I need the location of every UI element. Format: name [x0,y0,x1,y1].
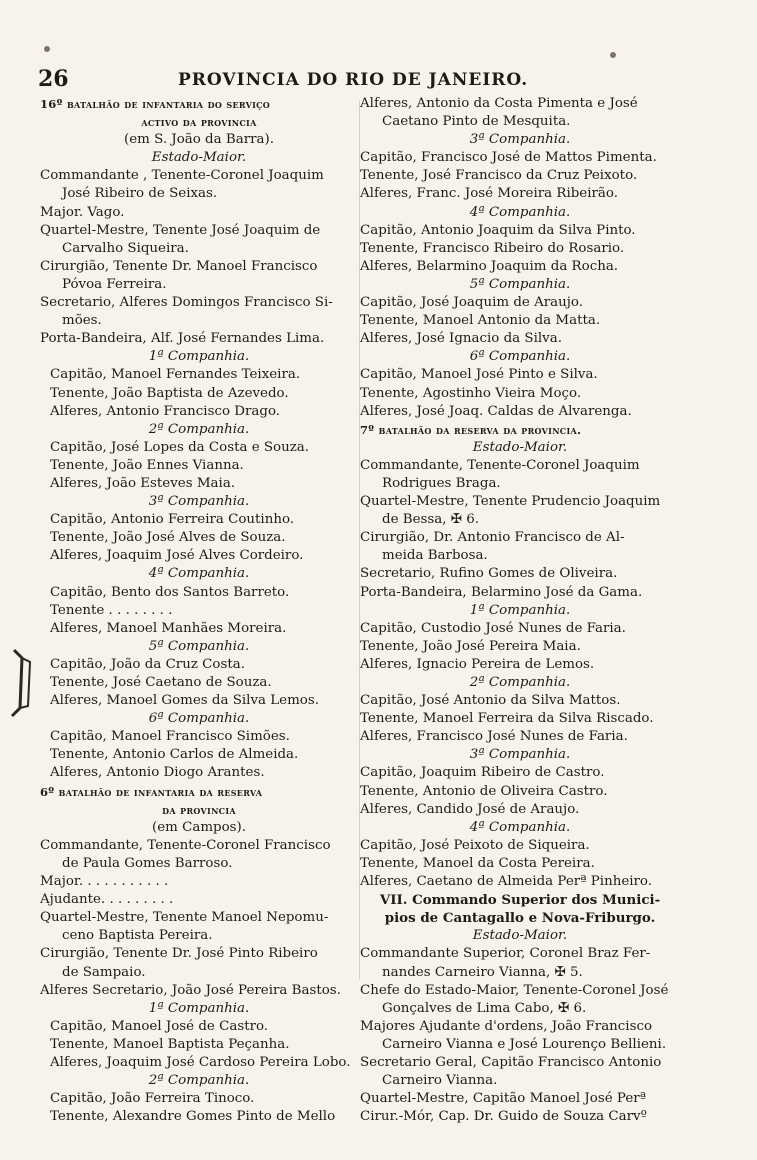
text-line: Chefe do Estado-Maior, Tenente-Coronel José [360,982,669,998]
text-line: Capitão, Bento dos Santos Barreto. [50,584,290,600]
text-line: Cirur.-Mór, Cap. Dr. Guido de Souza Carvº [360,1109,647,1125]
text-line: Alferes, Joaquim José Alves Cordeiro. [50,548,304,564]
text-line: Capitão, José Antonio da Silva Mattos. [360,693,621,709]
section-subheading: 1ª Companhia. [148,1000,250,1016]
text-line: (em S. João da Barra). [124,132,274,148]
text-line: Tenente, Manoel Baptista Peçanha. [50,1036,290,1052]
text-line: Tenente, Antonio Carlos de Almeida. [50,747,299,763]
text-line: Carneiro Vianna. [382,1073,498,1089]
text-line: Capitão, Antonio Joaquim da Silva Pinto. [360,222,636,238]
text-line: Capitão, José Lopes da Costa e Souza. [50,439,310,455]
section-subheading: 3ª Companhia. [148,494,250,510]
text-line: Alferes, Caetano de Almeida Perª Pinheiro. [360,874,653,890]
text-line: de Sampaio. [62,964,146,980]
text-line: Alferes, Belarmino Joaquim da Rocha. [360,258,619,274]
text-line: VII. Commando Superior dos Munici- [379,892,661,909]
text-line: nandes Carneiro Vianna, ✠ 5. [382,964,583,980]
section-subheading: 4ª Companhia. [469,819,571,835]
text-line: Rodrigues Braga. [382,475,501,491]
text-line: Capitão, Manoel José Pinto e Silva. [360,367,598,383]
text-line: Tenente . . . . . . . . [50,602,173,618]
section-subheading: 1ª Companhia. [469,602,571,618]
text-line: meida Barbosa. [382,548,488,564]
text-line: Tenente, João Baptista de Azevedo. [50,385,289,401]
text-line: Alferes, Joaquim José Cardoso Pereira Lobo. [50,1054,351,1070]
text-line: Alferes, Antonio Diogo Arantes. [50,765,265,781]
section-subheading: 6ª Companhia. [469,349,571,365]
section-heading: activo da provincia [141,115,257,130]
text-line: Capitão, Manoel Francisco Simões. [50,729,290,745]
text-line: Capitão, João da Cruz Costa. [50,656,245,672]
section-subheading: 2ª Companhia. [148,421,250,437]
text-line: Tenente, Manoel da Costa Pereira. [360,855,595,871]
text-line: Alferes, Antonio Francisco Drago. [50,403,281,419]
section-subheading: 4ª Companhia. [148,566,250,582]
section-subheading: Estado-Maior. [472,928,568,944]
text-line: Póvoa Ferreira. [62,276,167,292]
ink-speck [610,52,616,58]
text-line: Commandante, Tenente-Coronel Francisco [40,837,331,853]
text-line: Capitão, João Ferreira Tinoco. [50,1091,255,1107]
text-line: Capitão, José Peixoto de Siqueira. [360,837,590,853]
text-line: (em Campos). [151,819,246,835]
left-column [40,95,358,1126]
text-line: Secretario, Alferes Domingos Francisco Si- [40,295,333,311]
text-line: Porta-Bandeira, Alf. José Fernandes Lima. [40,331,325,347]
text-line: Alferes, Francisco José Nunes de Faria. [360,729,628,745]
text-line: Alferes, José Joaq. Caldas de Alvarenga. [360,403,632,419]
text-line: Porta-Bandeira, Belarmino José da Gama. [360,584,643,600]
text-line: Capitão, Manoel Fernandes Teixeira. [50,367,301,383]
text-line: de Bessa, ✠ 6. [382,512,480,528]
text-line: ceno Baptista Pereira. [62,928,213,944]
text-line: Tenente, Francisco Ribeiro do Rosario. [360,240,625,256]
text-line: Carvalho Siqueira. [62,240,189,256]
text-line: Alferes, Manoel Manhães Moreira. [50,620,287,636]
text-line: Quartel-Mestre, Tenente Prudencio Joaquim [360,494,661,510]
text-line: Commandante , Tenente-Coronel Joaquim [40,168,324,184]
text-line: Tenente, José Caetano de Souza. [50,675,272,690]
section-subheading: 5ª Companhia. [148,638,250,654]
text-line: Major. Vago. [40,204,125,220]
ink-speck [44,46,50,52]
text-line: de Paula Gomes Barroso. [62,855,233,871]
text-line: José Ribeiro de Seixas. [62,186,218,202]
section-subheading: 1ª Companhia. [148,349,250,365]
text-line: pios de Cantagallo e Nova-Friburgo. [384,910,656,927]
text-line: Cirurgião, Tenente Dr. José Pinto Ribeiro [40,946,318,962]
text-line: Tenente, José Francisco da Cruz Peixoto. [360,168,638,184]
section-subheading: Estado-Maior. [151,150,247,166]
section-subheading: 5ª Companhia. [469,276,571,292]
text-line: Quartel-Mestre, Tenente José Joaquim de [40,222,321,238]
text-line: Tenente, Manoel Antonio da Matta. [360,313,601,329]
text-line: Ajudante. . . . . . . . . [40,892,174,908]
text-line: Secretario, Rufino Gomes de Oliveira. [360,566,618,582]
section-heading: 7º batalhão da reserva da provincia. [360,422,582,437]
text-line: Tenente, Manoel Ferreira da Silva Riscado. [360,711,654,727]
text-line: Alferes, José Ignacio da Silva. [360,331,562,347]
section-heading: 16º batalhão de infantaria do serviço [40,97,271,111]
text-line: Capitão, José Joaquim de Araujo. [360,295,584,311]
section-subheading: Estado-Maior. [472,439,568,455]
text-line: Secretario Geral, Capitão Francisco Antonio [360,1054,662,1070]
right-column [360,95,680,1126]
text-line: Cirurgião, Dr. Antonio Francisco de Al- [360,530,625,546]
text-line: Alferes, Candido José de Araujo. [360,801,580,817]
running-title: PROVINCIA DO RIO DE JANEIRO. [178,70,529,90]
text-line: Alferes, João Esteves Maia. [50,475,236,491]
text-line: Tenente, Agostinho Vieira Moço. [360,385,582,401]
section-subheading: 3ª Companhia. [469,747,571,763]
text-line: Commandante Superior, Coronel Braz Fer- [360,946,651,962]
section-subheading: 2ª Companhia. [148,1073,250,1089]
section-subheading: 3ª Companhia. [469,132,571,148]
text-line: Capitão, Manoel José de Castro. [50,1018,269,1034]
text-line: Tenente, João José Pereira Maia. [360,638,581,654]
text-line: Alferes, Franc. José Moreira Ribeirão. [360,186,618,202]
text-line: Capitão, Custodio José Nunes de Faria. [360,620,626,636]
text-line: Alferes, Ignacio Pereira de Lemos. [360,656,595,672]
binding-clip-icon [8,648,38,718]
text-line: Major. . . . . . . . . . . [40,874,169,890]
text-line: Quartel-Mestre, Tenente Manoel Nepomu- [40,910,329,926]
text-line: Alferes Secretario, João José Pereira Bastos. [40,982,341,998]
section-subheading: 6ª Companhia. [148,711,250,727]
text-line: Capitão, Joaquim Ribeiro de Castro. [360,765,605,781]
text-line: Capitão, Antonio Ferreira Coutinho. [50,512,295,528]
text-line: Cirurgião, Tenente Dr. Manoel Francisco [40,258,318,274]
text-line: Tenente, João Ennes Vianna. [50,457,244,473]
text-line: Majores Ajudante d'ordens, João Francisco [360,1018,653,1034]
text-line: Tenente, Antonio de Oliveira Castro. [360,783,608,799]
page-header [38,66,674,92]
text-line: Tenente, Alexandre Gomes Pinto de Mello [50,1109,336,1125]
text-line: Gonçalves de Lima Cabo, ✠ 6. [382,1000,587,1016]
section-subheading: 2ª Companhia. [469,675,571,690]
text-line: Carneiro Vianna e José Lourenço Bellieni. [382,1036,667,1052]
section-heading: da provincia [162,802,236,817]
text-line: Commandante, Tenente-Coronel Joaquim [360,457,640,473]
text-line: Alferes, Antonio da Costa Pimenta e José [360,96,638,111]
section-subheading: 4ª Companhia. [469,204,571,220]
section-heading: 6º batalhão de infantaria da reserva [40,784,263,799]
text-line: Caetano Pinto de Mesquita. [382,114,571,130]
text-line: Quartel-Mestre, Capitão Manoel José Perª [360,1091,647,1107]
text-line: Capitão, Francisco José de Mattos Pimenta. [360,150,657,166]
text-line: mões. [62,313,102,329]
page-number: 26 [38,66,69,92]
text-line: Tenente, João José Alves de Souza. [50,530,286,546]
text-line: Alferes, Manoel Gomes da Silva Lemos. [50,693,319,709]
